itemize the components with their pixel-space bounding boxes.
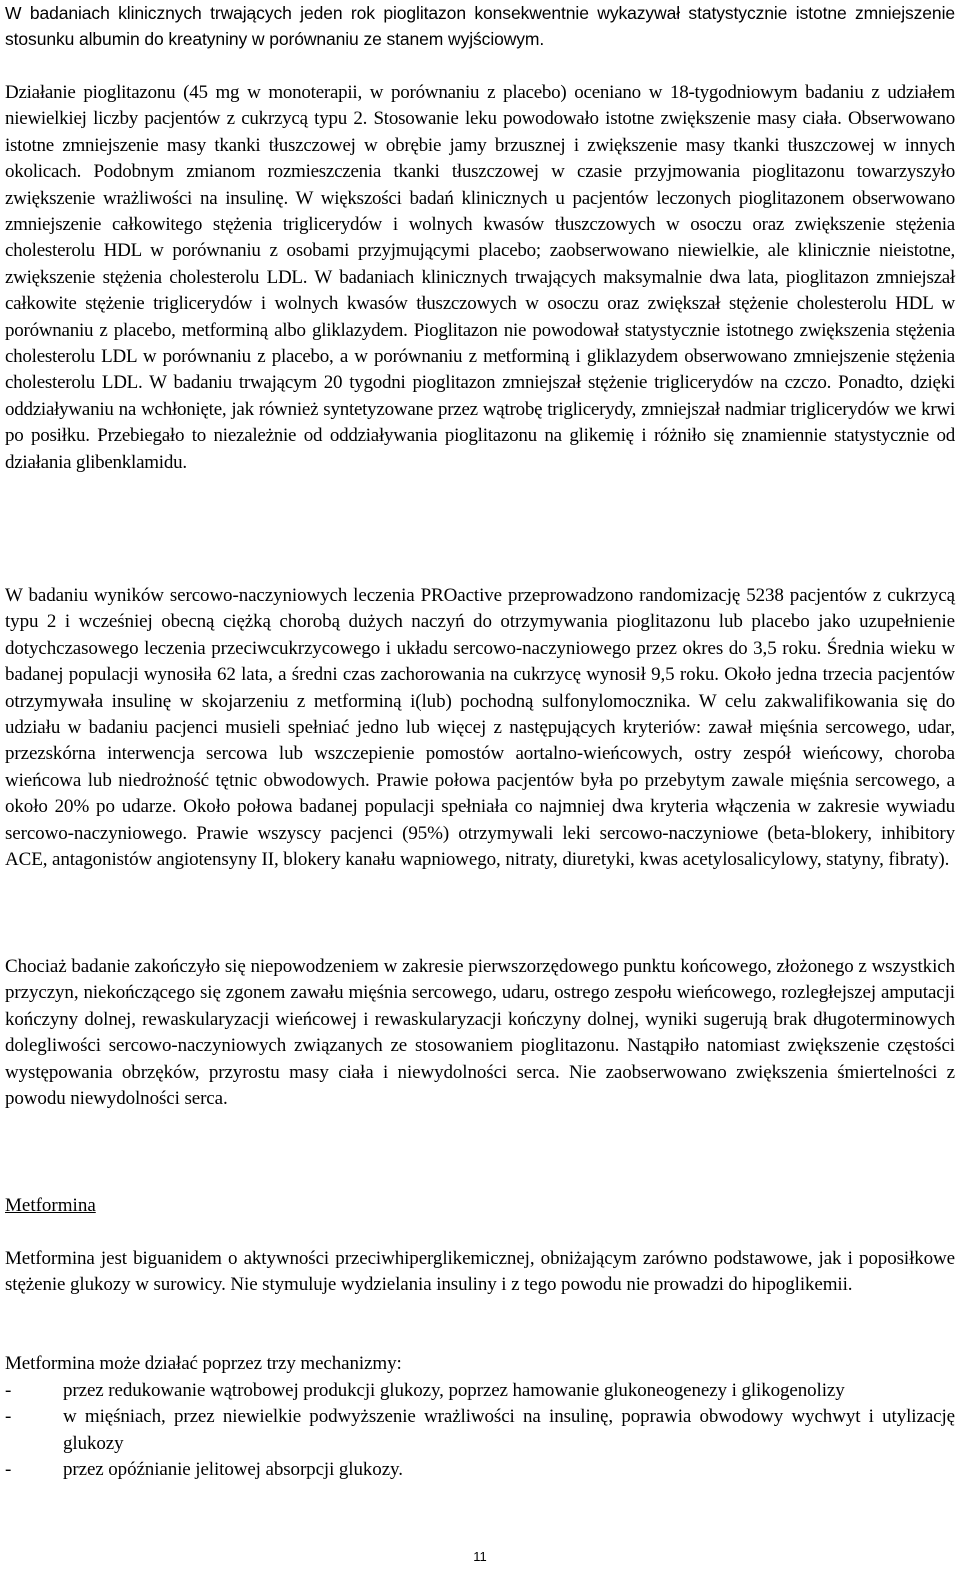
list-item xyxy=(5,1404,955,1457)
list-item xyxy=(5,1378,955,1404)
paragraph-proactive-study xyxy=(5,583,955,873)
paragraph-pioglitazone-effects xyxy=(5,80,955,476)
list-item-text: w mięśniach, przez niewielkie podwyższenie wrażliwości na insulinę, poprawia obwodowy wychwyt i utylizację glukozy xyxy=(63,1406,955,1454)
paragraph-albumin-ratio xyxy=(5,0,955,53)
paragraph-text: Chociaż badanie zakończyło się niepowodzeniem w zakresie pierwszorzędowego punktu końcowego, złożonego z wszystkich przyczyn, niekończącego się zgonem zawału mięśnia sercowego, udaru, ostrego zespołu wieńcowego, rozległejszej amputacji kończyny dolnej, rewaskularyzacji wieńcowej i rewaskularyzacji kończyny dolnej, wyniki sugerują brak długoterminowych dolegliwości sercowo-naczyniowych związanych ze stosowaniem pioglitazonu. Nastąpiło natomiast zwiększenie częstości występowania obrzęków, przyrostu masy ciała i niewydolności serca. Nie zaobserwowano zwiększenia śmiertelności z powodu niewydolności serca. xyxy=(5,956,955,1110)
list-item-text: przez opóźnianie jelitowej absorpcji glukozy. xyxy=(63,1459,403,1481)
paragraph-text: W badaniach klinicznych trwających jeden rok pioglitazon konsekwentnie wykazywał statystycznie istotne zmniejszenie stosunku albumin do kreatyniny w porównaniu ze stanem wyjściowym. xyxy=(5,3,955,50)
paragraph-study-outcome xyxy=(5,954,955,1112)
paragraph-text: Metformina może działać poprzez trzy mechanizmy: xyxy=(5,1353,402,1374)
paragraph-text: Metformina jest biguanidem o aktywności przeciwhiperglikemicznej, obniżającym zarówno podstawowe, jak i poposiłkowe stężenie glukozy w surowicy. Nie stymuluje wydzielania insuliny i z tego powodu nie prowadzi do hipoglikemii. xyxy=(5,1248,955,1296)
list-marker: - xyxy=(5,1406,12,1428)
page-number: 11 xyxy=(473,1549,487,1564)
section-heading xyxy=(5,1193,955,1219)
section-heading-text: Metformina xyxy=(5,1195,96,1216)
list-item-text: przez redukowanie wątrobowej produkcji glukozy, poprzez hamowanie glukoneogenezy i glikogenolizy xyxy=(63,1380,845,1401)
paragraph-text: W badaniu wyników sercowo-naczyniowych leczenia PROactive przeprowadzono randomizację 5238 pacjentów z cukrzycą typu 2 i wcześniej obecną ciężką chorobą dużych naczyń do otrzymywania pioglitazonu lub placebo jako uzupełnienie dotychczasowego leczenia przeciwcukrzycowego i układu sercowo-naczyniowego przez okres do 3,5 roku. Średnia wieku w badanej populacji wynosiła 62 lata, a średni czas zachorowania na cukrzycę wynosił 9,5 roku. Około jedna trzecia pacjentów otrzymywała insulinę w skojarzeniu z metforminą i(lub) pochodną sulfonylomocznika. W celu zakwalifikowania się do udziału w badaniu pacjenci musieli spełniać jedno lub więcej z następujących kryteriów: zawał mięśnia sercowego, udar, przezskórna interwencja sercowa lub wszczepienie pomostów aortalno-wieńcowych, ostry zespół wieńcowy, choroba wieńcowa lub niedrożność tętnic obwodowych. Prawie połowa pacjentów była po przebytym zawale mięśnia sercowego, a około 20% po udarze. Około połowa badanej populacji spełniała co najmniej dwa kryteria włączenia w zakresie wywiadu sercowo-naczyniowego. Prawie wszyscy pacjenci (95%) otrzymywali leki sercowo-naczyniowe (beta-blokery, inhibitory ACE, antagonistów angiotensyny II, blokery kanału wapniowego, nitraty, diuretyki, kwas acetylosalicylowy, statyny, fibraty). xyxy=(5,585,955,871)
list-marker: - xyxy=(5,1380,12,1401)
paragraph-text: Działanie pioglitazonu (45 mg w monoterapii, w porównaniu z placebo) oceniano w 18-tygodniowym badaniu z udziałem niewielkiej liczby pacjentów z cukrzycą typu 2. Stosowanie leku powodowało istotne zwiększenie masy ciała. Obserwowano istotne zmniejszenie masy tkanki tłuszczowej w obrębie jamy brzusznej i zwiększenie masy tkanki tłuszczowej w innych okolicach. Podobnym zmianom rozmieszczenia tkanki tłuszczowej w czasie przyjmowania pioglitazonu towarzyszyło zwiększenie wrażliwości na insulinę. W większości badań klinicznych u pacjentów leczonych pioglitazonem obserwowano zmniejszenie całkowitego stężenia triglicerydów i wolnych kwasów tłuszczowych w osoczu oraz zwiększenie stężenia cholesterolu HDL w porównaniu z osobami przyjmującymi placebo; zaobserwowano niewielkie, ale klinicznie nieistotne, zwiększenie stężenia cholesterolu LDL. W badaniach klinicznych trwających maksymalnie dwa lata, pioglitazon zmniejszał całkowite stężenie triglicerydów i wolnych kwasów tłuszczowych w osoczu oraz zwiększał stężenie cholesterolu HDL w porównaniu z placebo, metforminą albo gliklazydem. Pioglitazon nie powodował statystycznie istotnego zwiększenia stężenia cholesterolu LDL w porównaniu z placebo, a w porównaniu z metforminą i gliklazydem obserwowano zmniejszenie stężenia cholesterolu LDL. W badaniu trwającym 20 tygodni pioglitazon zmniejszał stężenie triglicerydów na czczo. Ponadto, dzięki oddziaływaniu na wchłonięte, jak również syntetyzowane przez wątrobę triglicerydy, zmniejszał nadmiar triglicerydów we krwi po posiłku. Przebiegało to niezależnie od oddziaływania pioglitazonu na glikemię i różniło się znamiennie statystycznie od działania glibenklamidu. xyxy=(5,82,955,473)
list-marker: - xyxy=(5,1459,12,1481)
paragraph-metformin-description xyxy=(5,1246,955,1299)
paragraph-mechanisms-intro xyxy=(5,1351,955,1377)
list-item xyxy=(5,1457,955,1483)
mechanisms-list xyxy=(5,1378,955,1484)
